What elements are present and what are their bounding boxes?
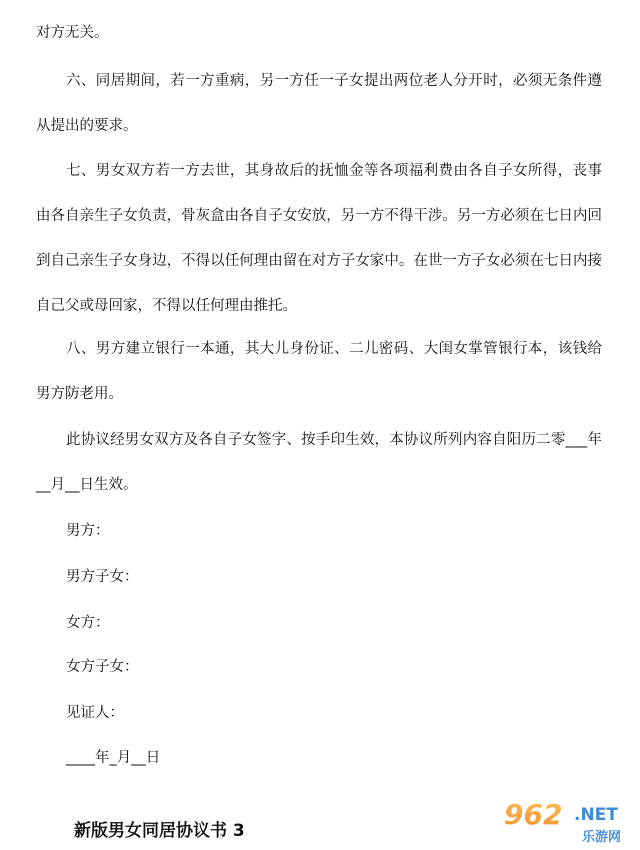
signature-man-children: 男方子女： [66, 569, 139, 585]
signature-woman: 女方： [66, 615, 110, 631]
paragraph-clause-8: 八、男方建立银行一本通，其大儿身份证、二儿密码、大闺女掌管银行本，该钱给男方防老用。 [36, 341, 602, 402]
next-section-heading: 新版男女同居协议书 3 [74, 821, 245, 841]
watermark-site-name: 乐游网 [582, 830, 622, 845]
signature-date: ____年_月__日 [66, 750, 161, 766]
watermark-suffix: .NET [574, 805, 618, 825]
signature-man: 男方： [66, 523, 110, 539]
watermark-number: 962 [504, 798, 563, 831]
signature-witness: 见证人： [66, 705, 124, 721]
paragraph-continuation: 对方无关。 [36, 25, 109, 41]
paragraph-effective-clause: 此协议经男女双方及各自子女签字、按手印生效，本协议所列内容自阳历二零___年__月__日生效。 [36, 432, 602, 493]
site-watermark-logo [502, 798, 634, 846]
paragraph-clause-7: 七、男女双方若一方去世，其身故后的抚恤金等各项福利费由各自子女所得，丧事由各自亲生子女负责，骨灰盒由各自子女安放，另一方不得干涉。另一方必须在七日内回到自己亲生子女身边，不得以任何理由留在对方子女家中。在世一方子女必须在七日内接自己父或母回家，不得以任何理由推托。 [36, 163, 602, 314]
paragraph-clause-6: 六、同居期间，若一方重病，另一方任一子女提出两位老人分开时，必须无条件遵从提出的要求。 [36, 73, 602, 134]
signature-woman-children: 女方子女： [66, 659, 139, 675]
